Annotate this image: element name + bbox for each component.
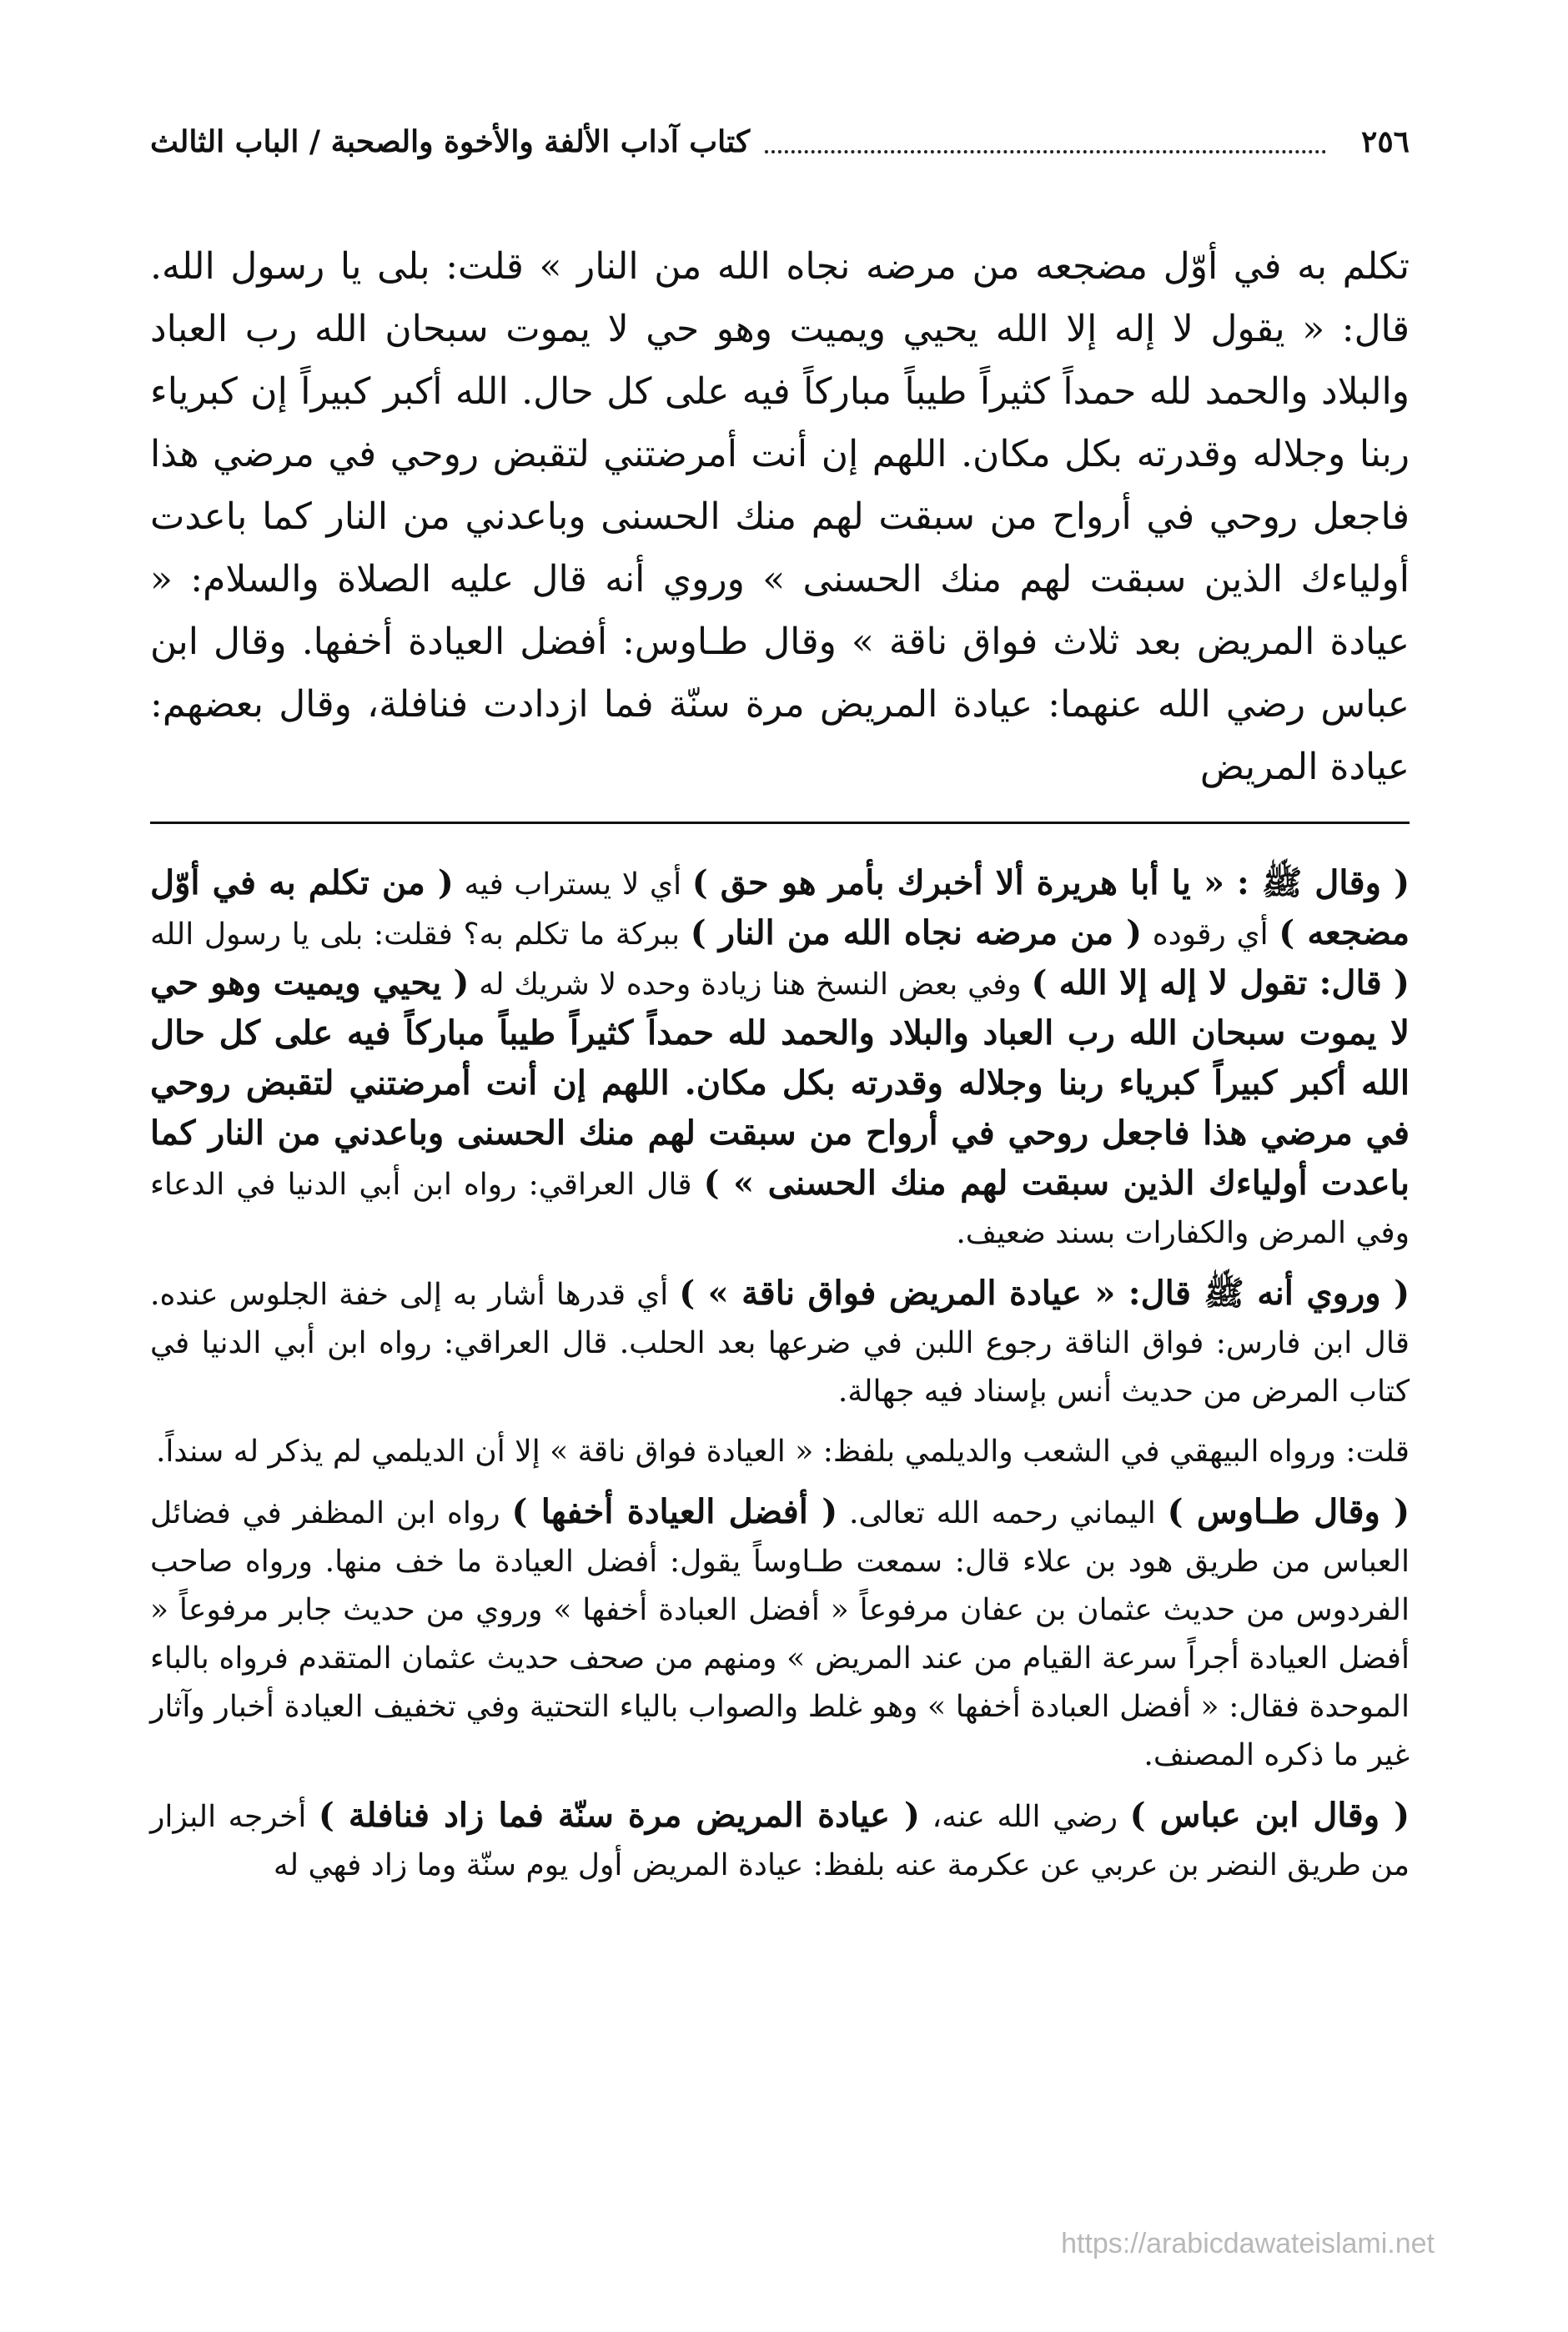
source-watermark: https://arabicdawateislami.net — [1061, 2228, 1435, 2259]
running-header — [150, 117, 1410, 167]
quoted-text: ( وروي أنه ﷺ قال: « عيادة المريض فواق ناقة » ) — [679, 1274, 1410, 1313]
main-text — [150, 235, 1410, 798]
commentary-text: أخرجه البزار من طريق النضر بن عربي عن عكرمة عنه بلفظ: عيادة المريض أول يوم سنّة وما زاد فهي له — [150, 1800, 1410, 1882]
quoted-text: ( من تكلم به في أوّل مضجعه ) — [150, 863, 1410, 952]
commentary-paragraph — [150, 1488, 1410, 1780]
commentary-text: قال العراقي: رواه ابن أبي الدنيا في الدعاء وفي المرض والكفارات بسند ضعيف. — [150, 1168, 1410, 1250]
commentary-text: ببركة ما تكلم به؟ فقلت: بلى يا رسول الله — [150, 917, 691, 952]
quoted-text: ( وقال ابن عباس ) — [1129, 1796, 1410, 1835]
commentary-text: قلت: ورواه البيهقي في الشعب والديلمي بلفظ: « العيادة فواق ناقة » إلا أن الديلمي لم يذكر له سنداً. — [155, 1435, 1410, 1469]
commentary-text: رضي الله عنه، — [919, 1800, 1130, 1834]
commentary-paragraph — [150, 1792, 1410, 1890]
quoted-text: ( يحيي ويميت وهو حي لا يموت سبحان الله رب العباد والبلاد والحمد لله حمداً كثيراً طيباً مباركاً فيه على كل حال الله أكبر كبيراً كبرياء ربنا وجلاله وقدرته بكل مكان. اللهم إن أنت أمرضتني لتقبض روحي في مرضي هذا فاجعل روحي في أرواح من سبقت لهم منك الحسنى وباعدني من النار كما باعدت أولياءك الذين سبقت لهم منك الحسنى » ) — [150, 963, 1410, 1203]
quoted-text: ( من مرضه نجاه الله من النار ) — [690, 913, 1143, 952]
quoted-text: ( وقال ﷺ : « يا أبا هريرة ألا أخبرك بأمر هو حق ) — [691, 863, 1410, 902]
main-paragraph: تكلم به في أوّل مضجعه من مرضه نجاه الله من النار » قلت: بلى يا رسول الله. قال: « يقول لا إله إلا الله يحيي ويميت وهو حي لا يموت سبحان الله رب العباد والبلاد والحمد لله حمداً كثيراً طيباً مباركاً فيه على كل حال. الله أكبر كبيراً إن كبرياء ربنا وجلاله وقدرته بكل مكان. اللهم إن أنت أمرضتني لتقبض روحي في مرضي هذا فاجعل روحي في أرواح من سبقت لهم منك الحسنى وباعدني من النار كما باعدت أولياءك الذين سبقت لهم منك الحسنى » وروي أنه قال عليه الصلاة والسلام: « عيادة المريض بعد ثلاث فواق ناقة » وقال طـاوس: أفضل العيادة أخفها. وقال ابن عباس رضي الله عنهما: عيادة المريض مرة سنّة فما ازدادت فنافلة، وقال بعضهم: عيادة المريض — [150, 245, 1410, 788]
commentary-text: أي قدرها أشار به إلى خفة الجلوس عنده. قال ابن فارس: فواق الناقة رجوع اللبن في ضرعها بعد الحلب. قال العراقي: رواه ابن أبي الدنيا في كتاب المرض من حديث أنس بإسناد فيه جهالة. — [150, 1278, 1410, 1409]
commentary-text: رواه ابن المظفر في فضائل العباس من طريق هود بن علاء قال: سمعت طـاوساً يقول: أفضل العيادة ما خف منها. ورواه صاحب الفردوس من حديث عثمان بن عفان مرفوعاً « أفضل العبادة أخفها » وروي من حديث جابر مرفوعاً « أفضل العيادة أجراً سرعة القيام من عند المريض » ومنهم من صحف حديث عثمان المتقدم فرواه بالباء الموحدة فقال: « أفضل العبادة أخفها » وهو غلط والصواب بالياء التحتية وفي تخفيف العيادة أخبار وآثار غير ما ذكره المصنف. — [150, 1496, 1410, 1772]
quoted-text: ( وقال طـاوس ) — [1167, 1492, 1410, 1531]
commentary-text: أي رقوده — [1142, 917, 1279, 952]
quoted-text: ( قال: تقول لا إله إلا الله ) — [1031, 963, 1410, 1003]
commentary-paragraph — [150, 1269, 1410, 1416]
commentary-text: اليماني رحمه الله تعالى. — [837, 1496, 1168, 1530]
quoted-text: ( عيادة المريض مرة سنّة فما زاد فنافلة ) — [318, 1796, 920, 1835]
footnote-divider — [150, 822, 1410, 824]
commentary-text: وفي بعض النسخ هنا زيادة وحده لا شريك له — [469, 967, 1032, 1002]
quoted-text: ( أفضل العيادة أخفها ) — [511, 1492, 838, 1531]
page-number: ٢٥٦ — [1360, 124, 1410, 159]
book-title: كتاب آداب الألفة والأخوة والصحبة / الباب الثالث — [150, 124, 751, 159]
commentary-text: أي لا يستراب فيه — [453, 867, 692, 902]
commentary-paragraph — [150, 1428, 1410, 1476]
commentary — [150, 859, 1410, 1902]
dot-leader — [765, 130, 1326, 153]
commentary-paragraph — [150, 859, 1410, 1258]
